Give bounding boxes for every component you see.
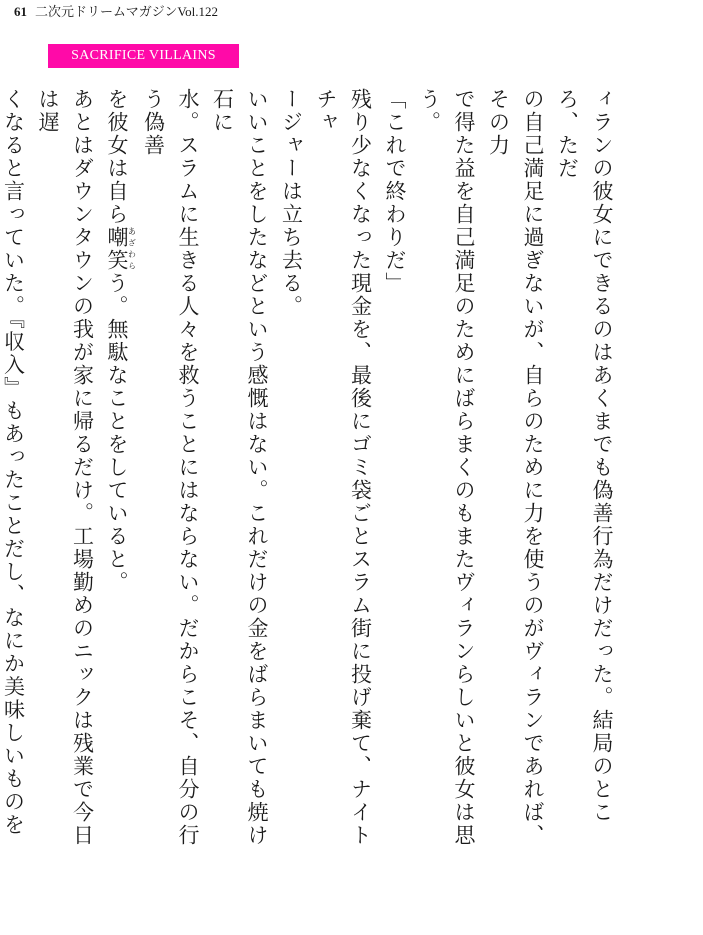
text-line: 「これで終わりだ」 bbox=[383, 88, 407, 295]
text-line bbox=[100, 88, 137, 858]
text-fragment: を彼女は自ら bbox=[105, 88, 129, 226]
ruby-reading: あざわら bbox=[127, 226, 137, 272]
text-line: あとはダウンタウンの我が家に帰るだけ。工場勤めのニックは残業で今日は遅 bbox=[36, 88, 95, 847]
text-line: ージャーは立ち去る。 bbox=[279, 88, 304, 318]
text-fragment: う。無駄なことをしていると。 bbox=[105, 272, 129, 594]
ruby-annotation bbox=[105, 226, 137, 272]
magazine-title: 二次元ドリームマガジンVol.122 bbox=[35, 4, 218, 19]
text-line: 水。スラムに生きる人々を救うことにはならない。だからこそ、自分の行う偽善 bbox=[141, 88, 200, 847]
text-line: で得た益を自己満足のためにばらまくのもまたヴィランらしいと彼女は思う。 bbox=[417, 88, 476, 847]
section-banner: SACRIFICE VILLAINS bbox=[48, 44, 239, 68]
text-line: の自己満足に過ぎないが、自らのために力を使うのがヴィランであれば、その力 bbox=[486, 88, 545, 847]
text-line: 残り少なくなった現金を、最後にゴミ袋ごとスラム街に投げ棄て、ナイトチャ bbox=[314, 88, 373, 847]
running-header bbox=[14, 4, 218, 20]
text-line: いいことをしたなどという感慨はない。これだけの金をばらまいても焼け石に bbox=[210, 88, 269, 847]
text-line: くなると言っていた。『収入』もあったことだし、なにか美味しいものを bbox=[1, 88, 26, 837]
page-number: 61 bbox=[14, 4, 27, 19]
ruby-base: 嘲笑 bbox=[105, 226, 129, 272]
text-line: ィランの彼女にできるのはあくまでも偽善行為だけだった。結局のところ、ただ bbox=[555, 88, 614, 824]
novel-body-text bbox=[0, 88, 619, 858]
